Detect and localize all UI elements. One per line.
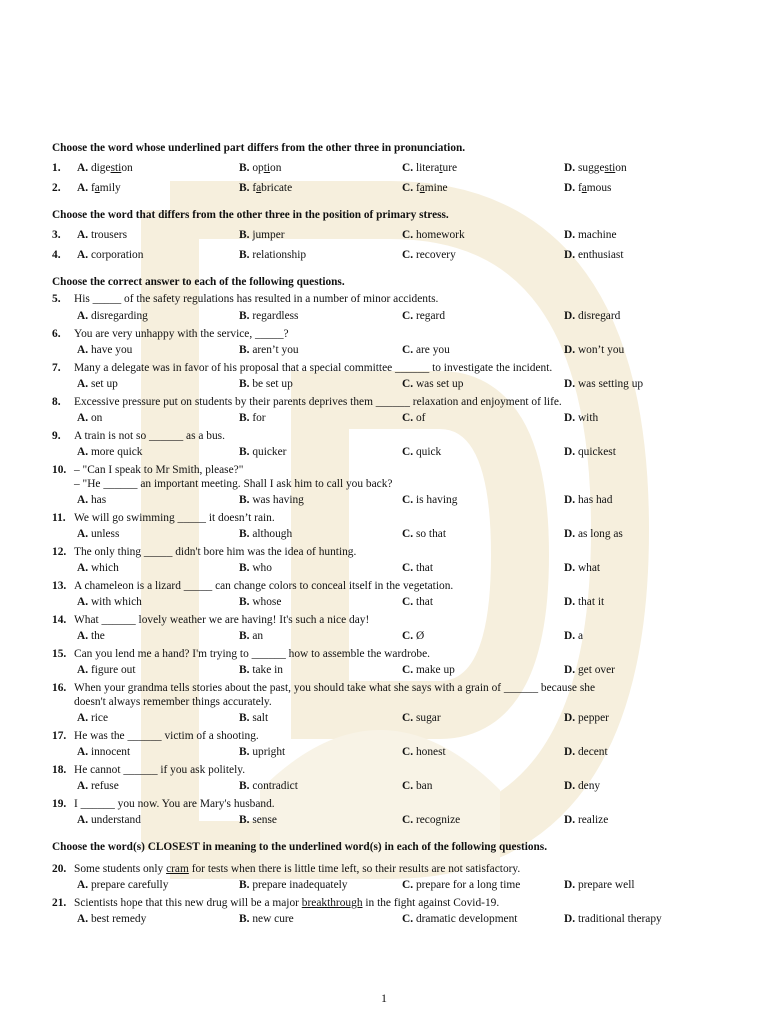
option-a[interactable]: A. family [77,182,121,194]
option-b[interactable]: B. quicker [239,446,287,458]
question-number: 12. [52,546,67,558]
option-d[interactable]: D. machine [564,229,617,241]
question-text: – "Can I speak to Mr Smith, please?" [74,464,244,476]
option-b[interactable]: B. for [239,412,266,424]
option-b[interactable]: B. jumper [239,229,285,241]
option-b[interactable]: B. an [239,630,264,642]
option-c[interactable]: C. recognize [402,814,461,826]
option-a[interactable]: A. the [77,630,105,642]
option-b[interactable]: B. sense [239,814,277,826]
question-text-line-2: – "He ______ an important meeting. Shall I ask him to call you back? [74,478,393,490]
option-d[interactable]: D. won’t you [564,344,625,356]
underlined-word: breakthrough [301,897,363,909]
option-d[interactable]: D. famous [564,182,612,194]
question-text: Many a delegate was in favor of his proposal that a special committee ______ to investigate the incident. [74,362,553,374]
option-a[interactable]: A. disregarding [77,310,148,322]
option-c[interactable]: C. ban [402,780,433,792]
question-number: 5. [52,293,61,305]
question-text: Can you lend me a hand? I'm trying to ______ how to assemble the wardrobe. [74,648,431,660]
question-text: What ______ lovely weather we are having! It's such a nice day! [74,614,370,626]
option-d[interactable]: D. decent [564,746,608,758]
question-number: 19. [52,798,67,810]
option-b[interactable]: B. take in [239,664,283,676]
option-c[interactable]: C. prepare for a long time [402,879,521,891]
option-b[interactable]: B. although [239,528,293,540]
option-a[interactable]: A. more quick [77,446,143,458]
option-d[interactable]: D. quickest [564,446,616,458]
option-b[interactable]: B. option [239,162,282,174]
option-a[interactable]: A. which [77,562,119,574]
option-a[interactable]: A. prepare carefully [77,879,169,891]
question-text: A train is not so ______ as a bus. [74,430,225,442]
option-a[interactable]: A. with which [77,596,142,608]
option-c[interactable]: C. was set up [402,378,464,390]
question-number: 2. [52,182,61,194]
option-d[interactable]: D. with [564,412,599,424]
option-a[interactable]: A. refuse [77,780,119,792]
option-c[interactable]: C. Ø [402,630,425,642]
option-d[interactable]: D. disregard [564,310,621,322]
question-number: 21. [52,897,67,909]
question-text: Some students only cram for tests when there is little time left, so their results are not satisfactory. [74,863,521,875]
option-a[interactable]: A. unless [77,528,120,540]
option-b[interactable]: B. new cure [239,913,294,925]
question-number: 18. [52,764,67,776]
option-b[interactable]: B. prepare inadequately [239,879,348,891]
underlined-word: cram [166,863,189,875]
option-a[interactable]: A. digestion [77,162,133,174]
option-a[interactable]: A. best remedy [77,913,147,925]
option-b[interactable]: B. fabricate [239,182,293,194]
question-text-line-2: doesn't always remember things accurately. [74,696,272,708]
question-number: 17. [52,730,67,742]
option-d[interactable]: D. pepper [564,712,609,724]
option-c[interactable]: C. quick [402,446,442,458]
option-a[interactable]: A. understand [77,814,141,826]
option-c[interactable]: C. of [402,412,426,424]
question-number: 3. [52,229,61,241]
option-a[interactable]: A. has [77,494,107,506]
option-c[interactable]: C. dramatic development [402,913,518,925]
option-b[interactable]: B. aren’t you [239,344,299,356]
option-c[interactable]: C. homework [402,229,465,241]
option-b[interactable]: B. salt [239,712,269,724]
option-d[interactable]: D. prepare well [564,879,635,891]
option-c[interactable]: C. recovery [402,249,456,261]
option-b[interactable]: B. whose [239,596,282,608]
question-number: 4. [52,249,61,261]
option-c[interactable]: C. that [402,562,434,574]
question-number: 7. [52,362,61,374]
option-b[interactable]: B. relationship [239,249,307,261]
option-d[interactable]: D. traditional therapy [564,913,662,925]
option-c[interactable]: C. that [402,596,434,608]
question-number: 20. [52,863,67,875]
option-d[interactable]: D. deny [564,780,601,792]
option-d[interactable]: D. as long as [564,528,623,540]
option-d[interactable]: D. get over [564,664,615,676]
question-text: His _____ of the safety regulations has resulted in a number of minor accidents. [74,293,439,305]
option-d[interactable]: D. what [564,562,601,574]
question-text: When your grandma tells stories about the past, you should take what she says with a grain of ______ because she [74,682,595,694]
option-c[interactable]: C. are you [402,344,450,356]
option-c[interactable]: C. honest [402,746,446,758]
option-c[interactable]: C. sugar [402,712,441,724]
option-b[interactable]: B. was having [239,494,304,506]
option-d[interactable]: D. a [564,630,583,642]
option-a[interactable]: A. have you [77,344,133,356]
question-number: 8. [52,396,61,408]
question-text: The only thing _____ didn't bore him was the idea of hunting. [74,546,357,558]
section-heading-closest-meaning: Choose the word(s) CLOSEST in meaning to the underlined word(s) in each of the following questions. [52,841,548,853]
option-d[interactable]: D. that it [564,596,605,608]
question-text: He was the ______ victim of a shooting. [74,730,259,742]
question-number: 9. [52,430,61,442]
question-number: 1. [52,162,61,174]
option-c[interactable]: C. famine [402,182,448,194]
option-a[interactable]: A. trousers [77,229,128,241]
option-c[interactable]: C. so that [402,528,446,540]
option-d[interactable]: D. realize [564,814,609,826]
option-a[interactable]: A. innocent [77,746,131,758]
question-text: You are very unhappy with the service, _____? [74,328,289,340]
option-c[interactable]: C. regard [402,310,446,322]
question-number: 14. [52,614,67,626]
option-a[interactable]: A. corporation [77,249,144,261]
question-text: Excessive pressure put on students by their parents deprives them ______ relaxation and enjoyment of life. [74,396,562,408]
section-heading-pronunciation: Choose the word whose underlined part differs from the other three in pronunciation. [52,142,466,154]
option-a[interactable]: A. figure out [77,664,136,676]
section-heading-correct-answer: Choose the correct answer to each of the following questions. [52,276,345,288]
option-a[interactable]: A. set up [77,378,118,390]
section-heading-stress: Choose the word that differs from the other three in the position of primary stress. [52,209,449,221]
option-b[interactable]: B. be set up [239,378,293,390]
question-text: We will go swimming _____ it doesn’t rain. [74,512,275,524]
option-d[interactable]: D. was setting up [564,378,644,390]
option-d[interactable]: D. enthusiast [564,249,624,261]
option-b[interactable]: B. regardless [239,310,299,322]
question-number: 13. [52,580,67,592]
question-text: A chameleon is a lizard _____ can change colors to conceal itself in the vegetation. [74,580,454,592]
option-b[interactable]: B. contradict [239,780,298,792]
page-number: 1 [381,991,387,1005]
option-a[interactable]: A. on [77,412,103,424]
question-number: 16. [52,682,67,694]
question-number: 6. [52,328,61,340]
option-c[interactable]: C. make up [402,664,455,676]
option-d[interactable]: D. has had [564,494,613,506]
question-number: 10. [52,464,67,476]
option-c[interactable]: C. literature [402,162,458,174]
question-text: I ______ you now. You are Mary's husband. [74,798,275,810]
option-b[interactable]: B. who [239,562,272,574]
option-d[interactable]: D. suggestion [564,162,627,174]
option-b[interactable]: B. upright [239,746,286,758]
option-a[interactable]: A. rice [77,712,109,724]
question-number: 11. [52,512,66,524]
question-number: 15. [52,648,67,660]
question-text: Scientists hope that this new drug will be a major breakthrough in the fight against Covid-19. [74,897,500,909]
question-text: He cannot ______ if you ask politely. [74,764,246,776]
option-c[interactable]: C. is having [402,494,458,506]
